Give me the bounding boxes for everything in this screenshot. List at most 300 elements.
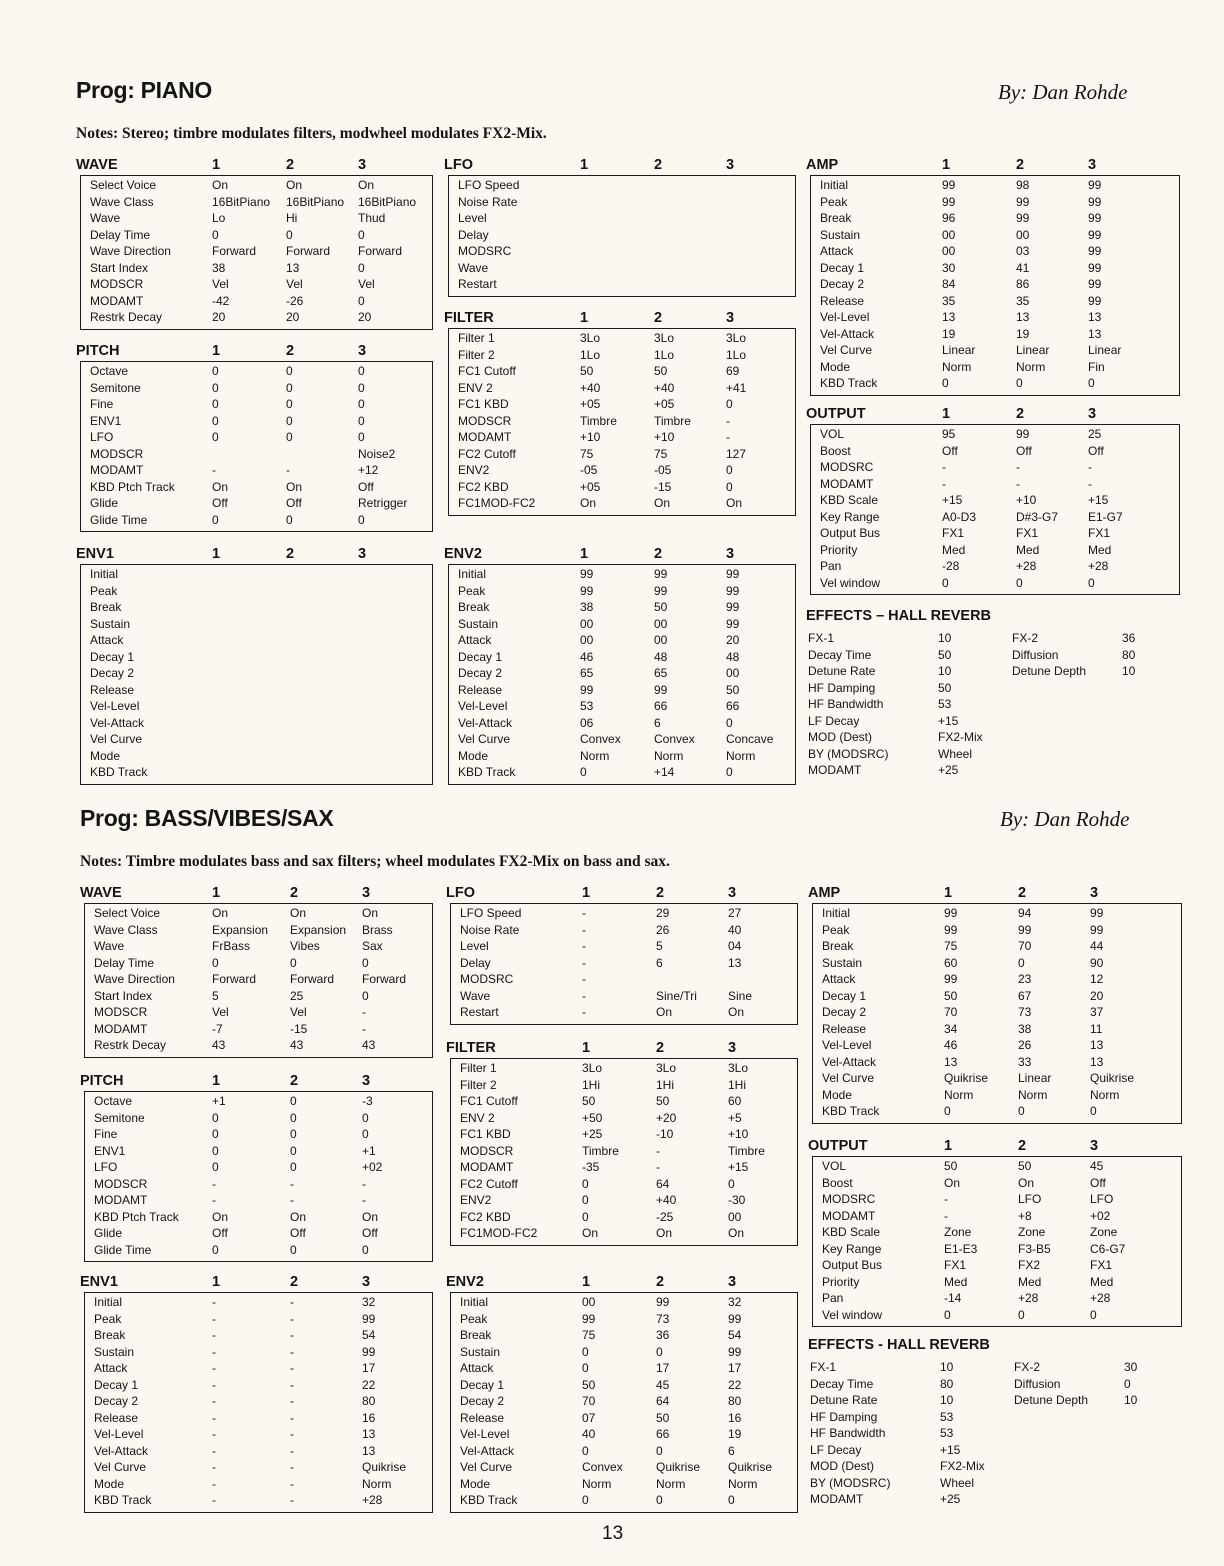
param-value: 99: [944, 906, 958, 920]
param-value: Off: [290, 1226, 306, 1240]
param-value: On: [212, 479, 229, 494]
section-name: WAVE: [80, 885, 122, 901]
section-name: WAVE: [76, 157, 118, 173]
param-value: 53: [580, 699, 594, 713]
param-value: Off: [212, 496, 228, 510]
effects-row: [1014, 1392, 1174, 1409]
param-value: 27: [728, 906, 742, 920]
column-header: 3: [358, 157, 367, 173]
param-value: -: [212, 1460, 216, 1474]
param-label: MODSCR: [94, 1005, 148, 1019]
param-value: 0: [212, 1127, 219, 1141]
param-value: Forward: [362, 972, 407, 986]
param-value: 99: [656, 1295, 670, 1309]
table-row: [811, 276, 1175, 293]
param-value: 86: [1016, 277, 1030, 291]
param-label: MODSRC: [820, 460, 874, 474]
param-value: Norm: [656, 1476, 686, 1491]
table-row: [85, 1159, 428, 1176]
table-row: [813, 1037, 1177, 1054]
param-value: Quikrise: [1090, 1071, 1135, 1085]
effects-row: [808, 1458, 1008, 1475]
param-label: Select Voice: [90, 178, 157, 192]
param-value: 43: [290, 1038, 304, 1052]
param-value: 84: [942, 277, 956, 291]
param-value: -05: [654, 463, 672, 477]
param-value: -: [290, 1295, 294, 1309]
param-value: +12: [358, 463, 379, 477]
param-label: KBD Track: [90, 765, 148, 779]
param-label: MODAMT: [810, 1492, 864, 1506]
param-label: MODAMT: [808, 763, 862, 777]
table-row: [451, 955, 793, 972]
param-label: Peak: [90, 583, 118, 598]
param-label: Peak: [94, 1311, 122, 1326]
param-label: Diffusion: [1012, 647, 1059, 662]
column-header: 1: [212, 546, 221, 562]
param-value: 16: [728, 1410, 742, 1425]
column-header: 3: [362, 1274, 371, 1290]
param-value: Med: [1016, 542, 1040, 557]
table-row: [449, 665, 791, 682]
table-row: [813, 1158, 1177, 1175]
param-label: Attack: [820, 244, 854, 258]
table-row: [811, 525, 1175, 542]
table-row: [85, 971, 428, 988]
param-label: Noise Rate: [460, 922, 520, 937]
param-value: Norm: [362, 1476, 392, 1491]
param-value: Zone: [1090, 1225, 1118, 1239]
param-value: 67: [1018, 988, 1032, 1003]
table-row: [811, 260, 1175, 277]
table-row: [813, 938, 1177, 955]
param-value: 11: [1090, 1021, 1103, 1036]
param-value: On: [286, 479, 303, 494]
param-value: 75: [582, 1328, 596, 1342]
effects-row: [808, 1491, 1008, 1508]
param-label: BY (MODSRC): [808, 746, 889, 761]
param-label: Decay 2: [458, 666, 503, 680]
param-label: Vel Curve: [94, 1460, 147, 1474]
param-value: +10: [728, 1127, 749, 1141]
param-value: C6-G7: [1090, 1241, 1126, 1256]
param-label: MODAMT: [94, 1193, 148, 1207]
table-row: [451, 1225, 793, 1242]
param-value: 0: [726, 463, 733, 477]
param-value: 13: [362, 1427, 376, 1441]
param-value: Off: [212, 1226, 228, 1240]
table-row: [451, 1060, 793, 1077]
table-row: [451, 1360, 793, 1377]
param-label: HF Damping: [810, 1409, 878, 1424]
param-value: 43: [212, 1038, 226, 1052]
param-label: Break: [822, 939, 854, 953]
param-value: 0: [656, 1443, 663, 1458]
program-notes: Notes: Stereo; timbre modulates filters, modwheel modulates FX2-Mix.: [76, 125, 547, 142]
effects-row: [806, 713, 1006, 730]
param-value: 0: [212, 1110, 219, 1125]
param-label: Noise Rate: [458, 194, 518, 209]
param-value: Med: [944, 1274, 968, 1289]
param-value: 20: [286, 310, 300, 324]
param-value: +15: [940, 1442, 961, 1457]
param-value: 48: [726, 649, 740, 664]
param-value: -15: [654, 479, 672, 494]
section-table: [84, 1292, 433, 1513]
param-value: -: [290, 1493, 294, 1507]
param-label: KBD Track: [460, 1493, 518, 1507]
param-value: 99: [1088, 293, 1102, 308]
column-header: 2: [286, 546, 295, 562]
param-value: -7: [212, 1021, 223, 1036]
column-header: 2: [656, 1040, 665, 1056]
param-value: Expansion: [290, 922, 347, 937]
param-value: Norm: [944, 1087, 974, 1102]
section-table: [450, 1058, 798, 1246]
param-value: Vel: [290, 1005, 307, 1019]
param-label: Vel Curve: [90, 732, 143, 746]
param-value: 00: [654, 633, 668, 647]
param-label: ENV2: [458, 463, 490, 477]
param-value: +1: [212, 1094, 226, 1108]
table-row: [813, 1208, 1177, 1225]
param-value: 96: [942, 211, 956, 225]
table-row: [449, 227, 791, 244]
table-row: [81, 715, 428, 732]
effects-row: [1012, 647, 1172, 664]
param-value: -: [212, 1361, 216, 1375]
param-label: Sustain: [94, 1344, 135, 1359]
param-value: Expansion: [212, 922, 269, 937]
table-row: [85, 955, 428, 972]
param-value: On: [212, 1209, 229, 1224]
param-value: +25: [582, 1127, 603, 1141]
param-value: 16BitPiano: [358, 194, 417, 209]
param-label: Break: [90, 600, 122, 614]
param-value: 99: [1088, 178, 1102, 192]
section-name: ENV1: [80, 1274, 118, 1290]
param-value: 0: [726, 765, 733, 779]
param-value: FX1: [1088, 526, 1111, 540]
param-value: 53: [940, 1426, 954, 1440]
param-label: Release: [460, 1410, 505, 1425]
param-label: FC2 KBD: [460, 1209, 511, 1224]
param-label: MODSRC: [822, 1192, 876, 1206]
param-value: +10: [1016, 493, 1037, 507]
param-value: +15: [728, 1160, 749, 1174]
param-value: 99: [944, 922, 958, 937]
param-label: Mode: [822, 1087, 853, 1102]
table-row: [811, 459, 1175, 476]
table-row: [449, 413, 791, 430]
param-label: Decay Time: [810, 1376, 874, 1391]
param-value: 0: [290, 1242, 297, 1257]
param-value: 34: [944, 1021, 958, 1036]
column-header: 2: [1018, 1138, 1027, 1154]
table-row: [449, 632, 791, 649]
param-label: Sustain: [458, 616, 499, 631]
param-value: 1Hi: [582, 1077, 601, 1092]
table-row: [449, 363, 791, 380]
param-label: Wave: [94, 939, 125, 953]
param-value: 0: [362, 955, 369, 970]
param-value: 07: [582, 1410, 596, 1425]
table-row: [811, 359, 1175, 376]
param-value: 16BitPiano: [212, 194, 271, 209]
column-header: 1: [212, 1274, 221, 1290]
param-label: Wave Class: [94, 922, 158, 937]
column-header: 1: [212, 1073, 221, 1089]
param-value: 0: [362, 1127, 369, 1141]
param-value: 00: [942, 244, 956, 258]
param-value: +50: [582, 1110, 603, 1125]
param-value: Norm: [728, 1476, 758, 1491]
param-value: 50: [582, 1094, 596, 1108]
section-name: LFO: [446, 885, 475, 901]
param-value: Off: [1016, 443, 1032, 458]
param-label: Output Bus: [822, 1258, 883, 1272]
param-value: 0: [212, 1242, 219, 1257]
param-value: Concave: [726, 732, 774, 746]
param-label: Decay 1: [90, 649, 135, 664]
param-value: 00: [580, 616, 594, 631]
param-label: MODSCR: [94, 1176, 148, 1191]
param-label: MODSRC: [458, 244, 512, 258]
effects-row: [1014, 1376, 1174, 1393]
table-row: [813, 1224, 1177, 1241]
table-row: [85, 1393, 428, 1410]
param-value: Noise2: [358, 446, 396, 461]
column-header: 3: [362, 1073, 371, 1089]
section-table: [810, 424, 1180, 595]
param-value: -: [212, 1377, 216, 1392]
column-header: 1: [580, 546, 589, 562]
param-value: Norm: [942, 359, 972, 374]
param-value: 35: [942, 293, 956, 308]
param-label: HF Bandwidth: [808, 697, 884, 711]
effects-row: [808, 1409, 1008, 1426]
param-label: KBD Track: [820, 376, 878, 390]
param-value: 0: [212, 397, 219, 411]
param-value: -: [944, 1208, 948, 1223]
column-header: 1: [944, 1138, 953, 1154]
param-value: 45: [1090, 1159, 1104, 1173]
param-value: On: [290, 906, 307, 920]
param-value: 0: [358, 380, 365, 395]
param-label: Release: [458, 682, 503, 697]
table-row: [813, 971, 1177, 988]
param-label: Filter 1: [460, 1061, 497, 1075]
param-value: 44: [1090, 939, 1104, 953]
param-label: Delay: [458, 227, 489, 242]
param-value: 13: [1090, 1054, 1104, 1069]
param-value: -: [212, 1394, 216, 1408]
param-value: 99: [726, 600, 740, 614]
table-row: [85, 1209, 428, 1226]
param-label: KBD Track: [822, 1104, 880, 1118]
param-label: Vel-Attack: [822, 1054, 877, 1069]
param-label: Decay 1: [822, 988, 867, 1003]
param-value: +41: [726, 380, 747, 395]
param-label: Mode: [458, 748, 489, 763]
section-name: FILTER: [446, 1040, 496, 1056]
param-label: MODAMT: [460, 1160, 514, 1174]
table-row: [451, 1294, 793, 1311]
param-value: 0: [1016, 376, 1023, 390]
param-value: -: [290, 1193, 294, 1207]
column-header: 2: [286, 157, 295, 173]
table-row: [449, 347, 791, 364]
table-row: [451, 1327, 793, 1344]
param-value: 3Lo: [654, 331, 675, 345]
param-value: 25: [1088, 427, 1102, 441]
table-row: [449, 276, 791, 293]
param-label: KBD Track: [458, 765, 516, 779]
table-row: [85, 1294, 428, 1311]
param-label: Sustain: [822, 955, 863, 970]
table-row: [813, 1274, 1177, 1291]
table-row: [449, 462, 791, 479]
param-label: HF Damping: [808, 680, 876, 695]
table-row: [85, 1377, 428, 1394]
param-label: FC2 Cutoff: [458, 446, 516, 461]
param-value: 3Lo: [582, 1061, 603, 1075]
param-value: Retrigger: [358, 496, 408, 510]
param-value: 0: [1124, 1376, 1131, 1391]
table-row: [451, 1093, 793, 1110]
table-row: [81, 260, 428, 277]
param-value: A0-D3: [942, 509, 977, 524]
param-value: 95: [942, 427, 956, 441]
param-value: 50: [944, 988, 958, 1003]
param-value: -: [362, 1193, 366, 1207]
param-label: Decay 2: [820, 277, 865, 291]
param-value: 73: [1018, 1005, 1032, 1019]
section-table: [84, 903, 433, 1058]
param-value: 32: [362, 1295, 376, 1309]
param-value: On: [362, 906, 379, 920]
param-value: On: [290, 1209, 307, 1224]
param-label: Break: [458, 600, 490, 614]
table-row: [811, 326, 1175, 343]
section-table: [812, 1156, 1182, 1327]
param-value: 99: [654, 682, 668, 697]
table-row: [85, 988, 428, 1005]
table-row: [85, 1126, 428, 1143]
param-label: Semitone: [94, 1110, 145, 1125]
table-row: [811, 492, 1175, 509]
param-value: On: [728, 1005, 745, 1019]
param-label: MODAMT: [94, 1021, 148, 1036]
table-row: [813, 1191, 1177, 1208]
param-label: VOL: [820, 427, 845, 441]
table-row: [81, 462, 428, 479]
param-value: 0: [358, 293, 365, 308]
param-value: -: [362, 1005, 366, 1019]
param-label: Wave Class: [90, 194, 154, 209]
table-row: [81, 429, 428, 446]
param-value: On: [580, 496, 597, 510]
table-row: [811, 177, 1175, 194]
param-value: -15: [290, 1021, 308, 1036]
param-value: Norm: [1016, 359, 1046, 374]
param-value: 19: [1016, 326, 1030, 341]
param-value: 17: [362, 1361, 376, 1375]
table-row: [813, 955, 1177, 972]
param-value: +02: [362, 1160, 383, 1174]
param-label: Filter 2: [460, 1077, 497, 1092]
param-label: Vel-Attack: [94, 1443, 149, 1458]
param-label: Delay Time: [94, 955, 155, 970]
table-row: [85, 1021, 428, 1038]
param-label: MODAMT: [820, 476, 874, 491]
param-value: 0: [212, 1160, 219, 1174]
param-value: 43: [362, 1038, 376, 1052]
param-value: On: [212, 906, 229, 920]
param-value: 0: [212, 227, 219, 242]
table-row: [451, 1192, 793, 1209]
column-header: 1: [582, 1040, 591, 1056]
param-value: 0: [582, 1493, 589, 1507]
param-value: 60: [728, 1094, 742, 1108]
table-row: [449, 698, 791, 715]
param-value: Wheel: [940, 1475, 975, 1490]
section-table: [448, 328, 796, 516]
section-name: FILTER: [444, 310, 494, 326]
param-value: 13: [1090, 1038, 1104, 1052]
column-header: 1: [942, 157, 951, 173]
param-value: 0: [286, 397, 293, 411]
column-header: 2: [290, 885, 299, 901]
table-row: [451, 1110, 793, 1127]
param-value: 0: [286, 512, 293, 527]
param-value: 99: [580, 567, 594, 581]
param-value: 17: [656, 1361, 670, 1375]
param-value: 99: [362, 1311, 376, 1326]
param-label: Attack: [460, 1361, 494, 1375]
param-value: Linear: [1016, 343, 1050, 357]
param-label: Vel-Attack: [458, 715, 513, 730]
param-value: 0: [362, 1242, 369, 1257]
effects-row: [806, 762, 1006, 779]
table-row: [449, 380, 791, 397]
param-value: 0: [212, 512, 219, 527]
param-label: Decay 1: [94, 1377, 139, 1392]
param-value: -: [290, 1328, 294, 1342]
table-row: [85, 1037, 428, 1054]
effects-row: [808, 1475, 1008, 1492]
param-value: 45: [656, 1377, 670, 1392]
param-value: 0: [286, 413, 293, 428]
section-table: [810, 175, 1180, 396]
param-label: Detune Depth: [1014, 1393, 1089, 1407]
param-value: -: [656, 1143, 660, 1158]
param-value: -: [1088, 460, 1092, 474]
param-label: Restrk Decay: [90, 310, 163, 324]
param-value: 0: [1090, 1104, 1097, 1118]
param-value: Norm: [1090, 1087, 1120, 1102]
param-value: Wheel: [938, 746, 973, 761]
effects-row: [806, 696, 1006, 713]
param-label: KBD Ptch Track: [94, 1209, 179, 1224]
param-label: Pan: [820, 559, 842, 573]
param-value: 66: [654, 699, 668, 713]
param-value: 65: [580, 666, 594, 680]
param-value: 36: [1122, 631, 1136, 645]
table-row: [81, 566, 428, 583]
table-row: [81, 512, 428, 529]
column-header: 2: [290, 1274, 299, 1290]
